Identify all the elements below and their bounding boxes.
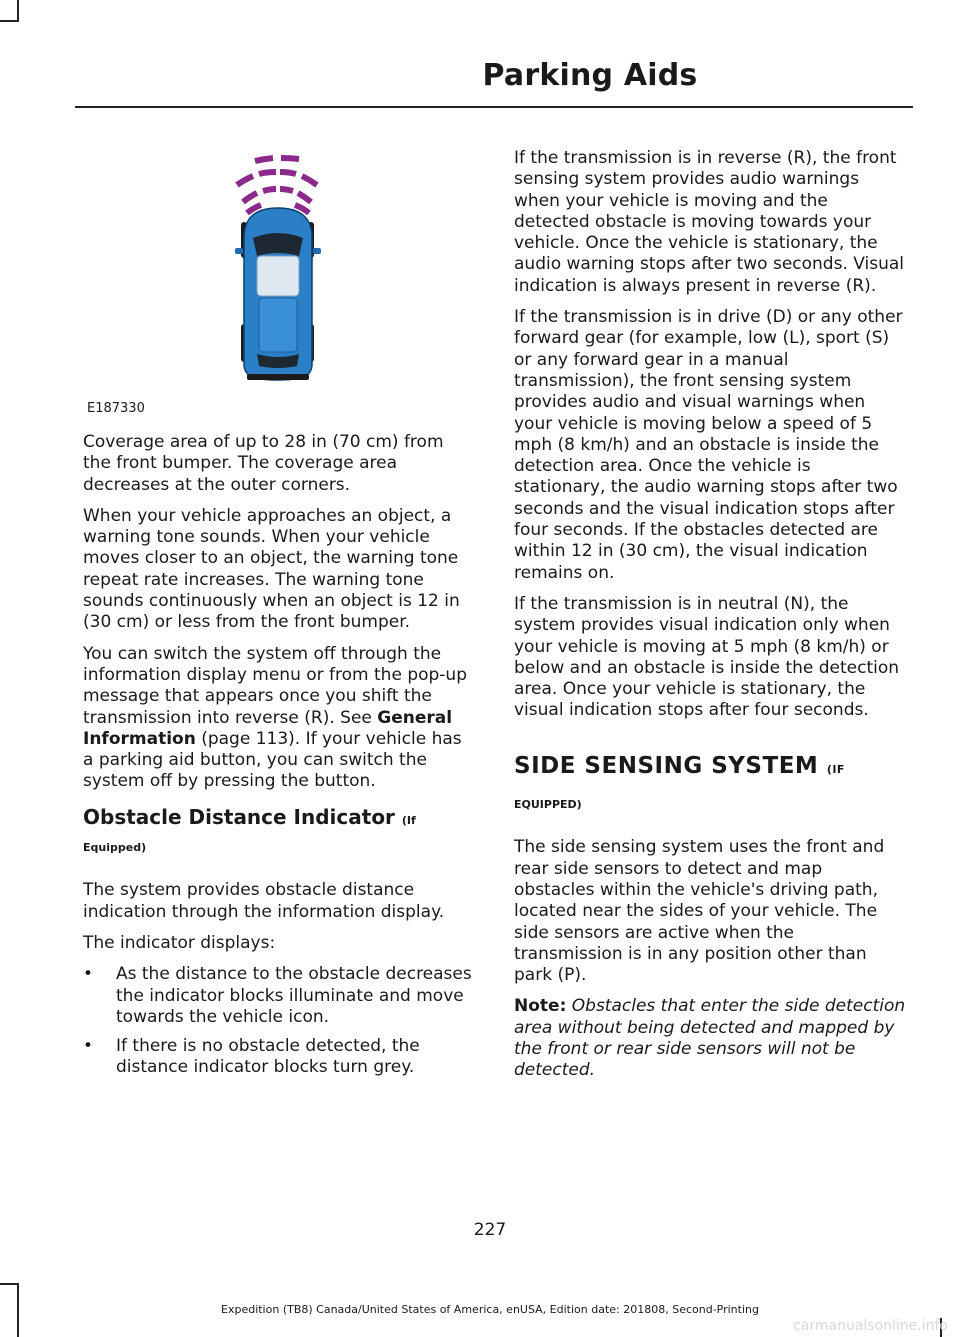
- heading-qualifier: (IF: [826, 762, 845, 776]
- figure-code: E187330: [87, 401, 145, 416]
- crop-mark-bottom-left-h: [0, 1283, 19, 1285]
- text: You can switch the system off through the information display menu or from the pop-up message that appears once you shift the transmission into reverse (R). See: [83, 643, 468, 728]
- text: (page 113). If your vehicle has a parking aid button, you can switch the system off by pressing the button.: [83, 728, 462, 792]
- cross-reference-link[interactable]: General Information: [83, 707, 453, 749]
- watermark: carmanualsonline.info: [793, 1318, 948, 1334]
- paragraph: If the transmission is in neutral (N), the system provides visual indication only when your vehicle is moving at 5 mph (8 km/h) or below and an obstacle is inside the detection area. Once your vehicle is stationary, the visual indication stops after four seconds.: [514, 593, 900, 721]
- heading-qualifier-continued: Equipped): [83, 841, 147, 855]
- paragraph: Coverage area of up to 28 in (70 cm) from the front bumper. The coverage area decreases at the outer corners.: [83, 432, 444, 495]
- paragraph: When your vehicle approaches an object, a warning tone sounds. When your vehicle moves closer to an object, the warning tone repeat rate increases. The warning tone sounds continuously when an object is 12 in (30 cm) or less from the front bumper.: [83, 505, 460, 633]
- list-item: • As the distance to the obstacle decreases the indicator blocks illuminate and move towards the vehicle icon.: [83, 964, 475, 1028]
- paragraph: If the transmission is in reverse (R), the front sensing system provides audio warnings when your vehicle is moving and the detected obstacle is moving towards your vehicle. Once the vehicle is stationary, the audio warning stops after two seconds. Visual indication is always present in reverse (R).: [514, 148, 905, 296]
- crop-mark-top-left-h: [0, 20, 19, 22]
- section-heading: [514, 752, 906, 780]
- figure-parking-sensor-coverage: [83, 138, 475, 428]
- vehicle-sensor-illustration: [83, 138, 475, 428]
- heading-qualifier: (If: [401, 813, 416, 827]
- note: [514, 996, 906, 1081]
- paragraph: The system provides obstacle distance indication through the information display.: [83, 880, 445, 922]
- page-title: Parking Aids: [482, 58, 698, 93]
- left-column: [83, 432, 475, 1087]
- bullet-list: [83, 964, 475, 1078]
- heading-qualifier-continued: EQUIPPED): [514, 798, 582, 812]
- heading-text: SIDE SENSING SYSTEM: [514, 752, 819, 779]
- crop-mark-top-left-v: [17, 0, 19, 22]
- paragraph: [83, 644, 475, 793]
- heading-text: Obstacle Distance Indicator: [83, 804, 395, 829]
- section-heading: [83, 804, 475, 831]
- right-column: [514, 148, 906, 1092]
- list-item: • If there is no obstacle detected, the distance indicator blocks turn grey.: [83, 1036, 475, 1079]
- note-text: Obstacles that enter the side detection area without being detected and mapped by the front or rear side sensors will not be detected.: [514, 996, 906, 1081]
- note-label: Note:: [514, 996, 567, 1017]
- paragraph: If the transmission is in drive (D) or any other forward gear (for example, low (L), sport (S) or any forward gear in a manual transmission), the front sensing system provides audio and visual warnings when your vehicle is moving below a speed of 5 mph (8 km/h) and an obstacle is inside the detection area. Once the vehicle is stationary, the audio warning stops after two seconds and the visual indication stops after four seconds. If the obstacles detected are within 12 in (30 cm), the visual indication remains on.: [514, 307, 903, 583]
- vehicle-icon: [235, 208, 321, 380]
- footer: Expedition (TB8) Canada/United States of America, enUSA, Edition date: 201808, Second-Printing: [221, 1303, 759, 1316]
- header-rule: [75, 106, 913, 108]
- paragraph: The indicator displays:: [83, 932, 276, 953]
- paragraph: The side sensing system uses the front and rear side sensors to detect and map obstacles within the vehicle's driving path, located near the sides of your vehicle. The side sensors are active when the transmission is in any position other than park (P).: [514, 837, 885, 986]
- sensor-zones-icon: [237, 158, 317, 213]
- page-number: 227: [473, 1220, 507, 1240]
